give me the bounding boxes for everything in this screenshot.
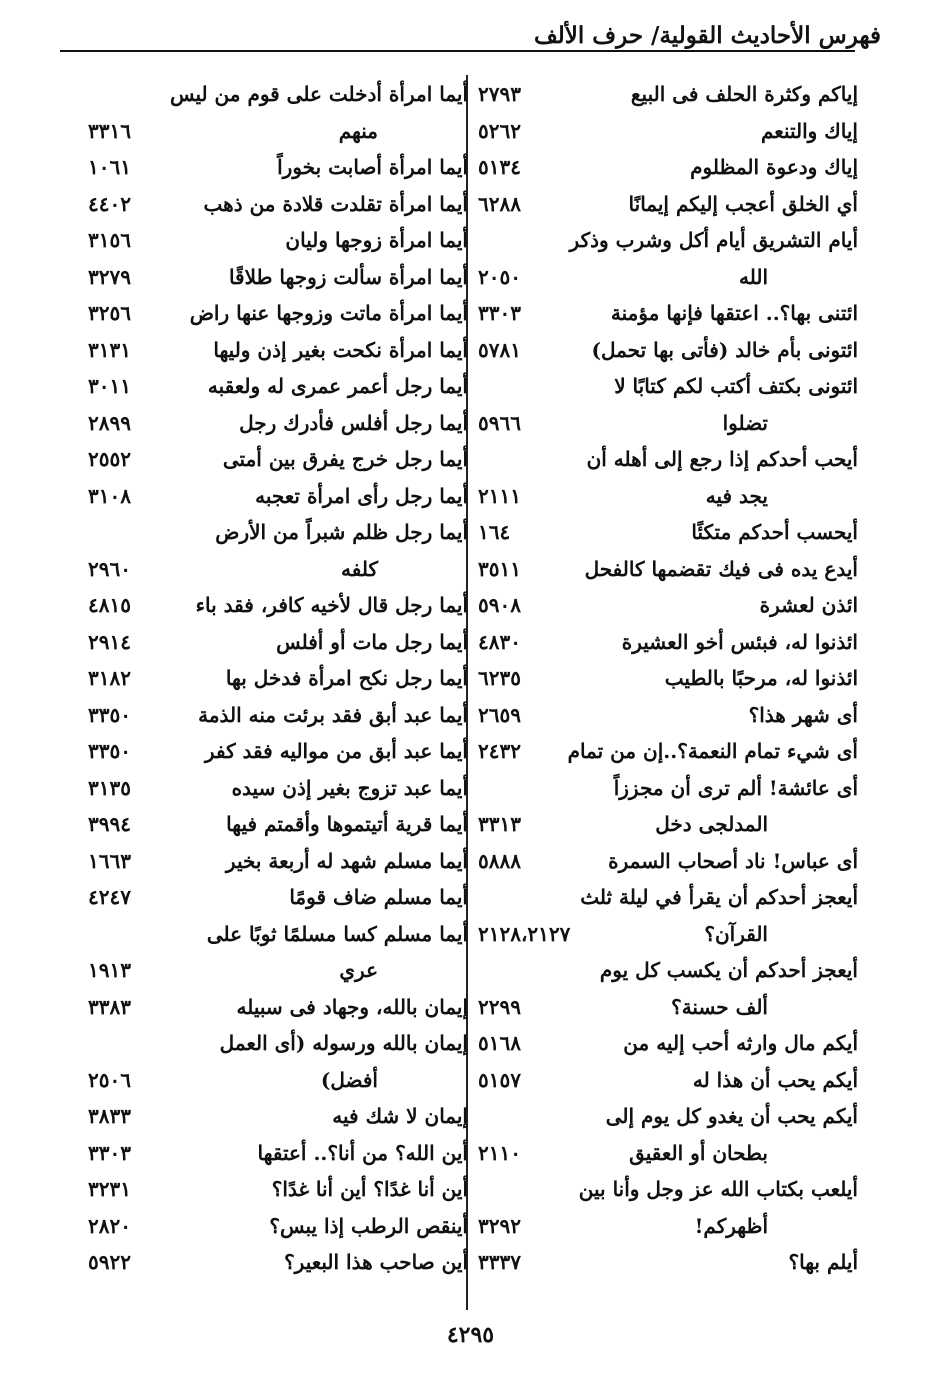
entry-text: أيما رجل ظلم شبراً من الأرض bbox=[215, 520, 468, 544]
entry-text: أيكم يحب أن يغدو كل يوم إلى bbox=[605, 1104, 858, 1128]
index-entry bbox=[478, 334, 858, 371]
index-entry bbox=[478, 553, 858, 590]
entry-number: ٣٥١١ bbox=[478, 556, 521, 581]
index-entry bbox=[478, 1137, 858, 1174]
entry-number: ٣٢٥٦ bbox=[88, 301, 131, 325]
entry-text: ائذنوا له، فبئس أخو العشيرة bbox=[621, 629, 858, 654]
index-entry bbox=[478, 516, 858, 553]
index-entry bbox=[478, 662, 858, 699]
entry-text: تضلوا bbox=[722, 410, 768, 435]
index-entry bbox=[478, 991, 858, 1028]
entry-number: ٢١٢٨،٢١٢٧ bbox=[478, 921, 571, 946]
entry-text: ائذن لعشرة bbox=[759, 593, 858, 617]
index-entry bbox=[478, 808, 858, 845]
entry-number: ٣٢٩٢ bbox=[478, 1213, 521, 1238]
index-entry bbox=[88, 407, 468, 444]
index-entry bbox=[88, 297, 468, 334]
page-header-title: فهرس الأحاديث القولية/ حرف الألف bbox=[533, 22, 881, 49]
entry-number: ٥٧٨١ bbox=[478, 337, 521, 362]
entry-number: ٢٨٩٩ bbox=[88, 410, 131, 435]
entry-text: أيكم يحب أن هذا له bbox=[692, 1067, 858, 1092]
index-entry bbox=[88, 516, 468, 553]
entry-text: أى عباس! ناد أصحاب السمرة bbox=[608, 848, 858, 873]
entry-number: ٢٥٥٢ bbox=[88, 447, 131, 471]
entry-text: أيما مسلم ضاف قومًا bbox=[289, 885, 468, 909]
index-entry bbox=[88, 1246, 468, 1283]
entry-text: ائتونى بكتف أكتب لكم كتابًا لا bbox=[614, 374, 858, 398]
index-entry bbox=[88, 261, 468, 298]
index-entry bbox=[478, 1173, 858, 1210]
entry-text: المدلجى دخل bbox=[655, 812, 768, 836]
index-entry bbox=[478, 735, 858, 772]
index-entry bbox=[478, 589, 858, 626]
index-entry bbox=[88, 370, 468, 407]
index-entry bbox=[478, 297, 858, 334]
entry-number: ٥١٥٧ bbox=[478, 1067, 521, 1092]
entry-text: الله bbox=[739, 264, 768, 289]
index-entry bbox=[88, 1173, 468, 1210]
entry-number: ٥٩٠٨ bbox=[478, 593, 521, 617]
entry-text: أى عائشة! ألم ترى أن مجززاً bbox=[613, 775, 858, 800]
entry-number: ٤٨١٥ bbox=[88, 593, 131, 617]
entry-text: إيمان بالله، وجهاد فى سبيله bbox=[236, 994, 468, 1019]
index-entry bbox=[478, 224, 858, 261]
index-entry bbox=[478, 1100, 858, 1137]
entry-number: ٣٩٩٤ bbox=[88, 812, 131, 836]
entry-number: ٣٢٣١ bbox=[88, 1177, 131, 1201]
entry-number: ٢١١٠ bbox=[478, 1140, 521, 1165]
entry-number: ٦٢٨٨ bbox=[478, 191, 521, 216]
entry-text: أيحسب أحدكم متكئًا bbox=[691, 520, 858, 544]
entry-number: ١٩١٣ bbox=[88, 958, 131, 982]
index-entry bbox=[88, 626, 468, 663]
entry-text: عري bbox=[339, 958, 378, 982]
entry-text: أى شيء تمام النعمة؟..إن من تمام bbox=[567, 739, 858, 763]
entry-text: إياكم وكثرة الحلف فى البيع bbox=[630, 82, 858, 106]
index-entry bbox=[88, 881, 468, 918]
entry-number: ٣٣٠٣ bbox=[88, 1140, 131, 1165]
entry-number: ٤٨٣٠ bbox=[478, 629, 521, 654]
entry-text: أيما رجل مات أو أفلس bbox=[276, 629, 468, 654]
index-entry bbox=[88, 151, 468, 188]
index-entry bbox=[88, 553, 468, 590]
entry-number: ٥٩٦٦ bbox=[478, 410, 521, 435]
entry-number: ٢٩١٤ bbox=[88, 629, 131, 654]
entry-text: أيعجز أحدكم أن يقرأ في ليلة ثلث bbox=[580, 885, 858, 909]
entry-text: منهم bbox=[338, 118, 378, 143]
entry-text: أيما عبد أبق فقد برئت منه الذمة bbox=[198, 702, 468, 727]
entry-text: أيما رجل نكح امرأة فدخل بها bbox=[225, 666, 468, 690]
entry-number: ٢٧٩٣ bbox=[478, 82, 521, 106]
entry-number: ٤٢٤٧ bbox=[88, 885, 131, 909]
entry-text: أى شهر هذا؟ bbox=[748, 702, 858, 727]
entry-number: ٥٨٨٨ bbox=[478, 848, 521, 873]
entry-text: إياك والتنعم bbox=[760, 118, 858, 143]
entry-number: ١٠٦١ bbox=[88, 155, 131, 179]
entry-number: ٣٢٧٩ bbox=[88, 264, 131, 289]
index-entry bbox=[88, 772, 468, 809]
index-entry bbox=[478, 407, 858, 444]
entry-number: ١٦٦٣ bbox=[88, 848, 131, 873]
index-entry bbox=[478, 1210, 858, 1247]
entry-text: ائتنى بها؟.. اعتقها فإنها مؤمنة bbox=[610, 301, 858, 325]
entry-text: أيلعب بكتاب الله عز وجل وأنا بين bbox=[578, 1177, 858, 1201]
index-entry bbox=[478, 772, 858, 809]
index-entry bbox=[88, 1027, 468, 1064]
entry-number: ٢٥٠٦ bbox=[88, 1067, 131, 1092]
entry-number: ٦٢٣٥ bbox=[478, 666, 521, 690]
entry-number: ٣١٣٥ bbox=[88, 775, 131, 800]
index-entry bbox=[478, 1027, 858, 1064]
entry-text: أيما قرية أتيتموها وأقمتم فيها bbox=[226, 812, 468, 836]
entry-text: أيما امرأة سألت زوجها طلاقًا bbox=[228, 264, 468, 289]
page-number: ٤٢٩٥ bbox=[446, 1322, 495, 1348]
index-entry bbox=[478, 881, 858, 918]
entry-text: بطحان أو العقيق bbox=[629, 1140, 768, 1165]
index-entry bbox=[478, 699, 858, 736]
entry-text: أيما مسلم كسا مسلمًا ثوبًا على bbox=[206, 921, 468, 946]
entry-number: ٣٣١٦ bbox=[88, 118, 131, 143]
index-entry bbox=[478, 1064, 858, 1101]
index-entry bbox=[478, 480, 858, 517]
entry-text: أيما مسلم شهد له أربعة بخير bbox=[225, 848, 468, 873]
index-entry bbox=[88, 954, 468, 991]
header-rule bbox=[60, 50, 855, 52]
entry-text: أيما امرأة نكحت بغير إذن وليها bbox=[213, 337, 468, 362]
index-entry bbox=[88, 845, 468, 882]
entry-number: ٣٣٥٠ bbox=[88, 702, 131, 727]
index-entry bbox=[88, 662, 468, 699]
index-entry bbox=[478, 370, 858, 407]
entry-number: ١٦٤ bbox=[478, 520, 511, 544]
index-entry bbox=[88, 480, 468, 517]
index-entry bbox=[478, 1246, 858, 1283]
entry-text: أيما رجل قال لأخيه كافر، فقد باء bbox=[195, 593, 468, 617]
entry-number: ٤٤٠٢ bbox=[88, 191, 131, 216]
entry-text: أيلم بها؟ bbox=[788, 1250, 858, 1274]
entry-number: ٢٨٢٠ bbox=[88, 1213, 131, 1238]
entry-text: أين الله؟ من أنا؟.. أعتقها bbox=[257, 1140, 468, 1165]
index-entry bbox=[478, 626, 858, 663]
index-entry bbox=[88, 808, 468, 845]
entry-text: أيما امرأة ماتت وزوجها عنها راض bbox=[189, 301, 468, 325]
index-entry bbox=[88, 1064, 468, 1101]
entry-number: ٣١٠٨ bbox=[88, 483, 131, 508]
index-entry bbox=[88, 188, 468, 225]
index-entry bbox=[88, 589, 468, 626]
entry-text: أفضل) bbox=[320, 1067, 378, 1092]
entry-text: أيما امرأة أدخلت على قوم من ليس bbox=[169, 82, 468, 106]
entry-text: إيمان بالله ورسوله (أى العمل bbox=[219, 1031, 468, 1055]
entry-number: ٢٦٥٩ bbox=[478, 702, 521, 727]
entry-text: أيام التشريق أيام أكل وشرب وذكر bbox=[569, 228, 858, 252]
entry-text: أيما رجل أفلس فأدرك رجل bbox=[239, 410, 468, 435]
index-entry bbox=[88, 115, 468, 152]
entry-number: ٣١٣١ bbox=[88, 337, 131, 362]
entry-number: ٣١٨٢ bbox=[88, 666, 131, 690]
entry-number: ٣٣٣٧ bbox=[478, 1250, 521, 1274]
index-entry bbox=[88, 224, 468, 261]
entry-number: ٣١٥٦ bbox=[88, 228, 131, 252]
index-entry bbox=[88, 443, 468, 480]
entry-text: أينقص الرطب إذا يبس؟ bbox=[269, 1213, 468, 1238]
entry-text: إيمان لا شك فيه bbox=[332, 1104, 468, 1128]
entry-number: ٣٣٠٣ bbox=[478, 301, 521, 325]
entry-text: أيما عبد أبق من مواليه فقد كفر bbox=[204, 739, 468, 763]
index-entry bbox=[478, 151, 858, 188]
entry-number: ٣٣٨٣ bbox=[88, 994, 131, 1019]
entry-number: ٥١٣٤ bbox=[478, 155, 521, 179]
entry-text: أيما امرأة أصابت بخوراً bbox=[277, 155, 468, 179]
entry-text: ائذنوا له، مرحبًا بالطيب bbox=[664, 666, 858, 690]
entry-text: أيدع يده فى فيك تقضمها كالفحل bbox=[584, 556, 858, 581]
index-entry bbox=[88, 334, 468, 371]
index-entry bbox=[88, 1210, 468, 1247]
entry-number: ٥٢٦٢ bbox=[478, 118, 521, 143]
entry-number: ٢٤٣٢ bbox=[478, 739, 521, 763]
index-entry bbox=[478, 115, 858, 152]
entry-text: إياك ودعوة المظلوم bbox=[690, 155, 858, 179]
entry-text: ائتونى بأم خالد (فأتى بها تحمل) bbox=[591, 337, 858, 362]
entry-text: أيعجز أحدكم أن يكسب كل يوم bbox=[599, 958, 858, 982]
index-entry bbox=[478, 845, 858, 882]
entry-text: أيما رجل أعمر عمرى له ولعقبه bbox=[207, 374, 468, 398]
entry-number: ٣٨٣٣ bbox=[88, 1104, 131, 1128]
entry-text: أيما امرأة زوجها وليان bbox=[285, 228, 468, 252]
entry-text: أيما عبد تزوج بغير إذن سيده bbox=[231, 775, 468, 800]
entry-text: أيما امرأة تقلدت قلادة من ذهب bbox=[203, 191, 468, 216]
index-entry bbox=[478, 261, 858, 298]
index-entry bbox=[88, 735, 468, 772]
entry-number: ٣٠١١ bbox=[88, 374, 131, 398]
entry-text: القرآن؟ bbox=[704, 921, 768, 946]
entry-number: ٥٩٢٢ bbox=[88, 1250, 131, 1274]
entry-text: كلفه bbox=[341, 556, 378, 581]
entry-text: أين أنا غدًا؟ أين أنا غدًا؟ bbox=[271, 1177, 468, 1201]
index-entry bbox=[88, 699, 468, 736]
entry-number: ٣٣٥٠ bbox=[88, 739, 131, 763]
index-entry bbox=[478, 188, 858, 225]
entry-text: يجد فيه bbox=[705, 483, 768, 508]
index-entry bbox=[478, 918, 858, 955]
entry-text: أيما رجل خرج يفرق بين أمتى bbox=[222, 447, 468, 471]
index-entry bbox=[88, 991, 468, 1028]
index-entry bbox=[88, 1137, 468, 1174]
index-entry bbox=[88, 78, 468, 115]
left-column bbox=[88, 78, 468, 1283]
entry-text: أيما رجل رأى امرأة تعجبه bbox=[255, 483, 468, 508]
entry-text: ألف حسنة؟ bbox=[671, 994, 768, 1019]
index-entry bbox=[478, 954, 858, 991]
entry-text: أيحب أحدكم إذا رجع إلى أهله أن bbox=[586, 447, 858, 471]
index-entry bbox=[478, 443, 858, 480]
index-entry bbox=[88, 1100, 468, 1137]
entry-number: ٣٣١٣ bbox=[478, 812, 521, 836]
entry-number: ٢٠٥٠ bbox=[478, 264, 521, 289]
entry-text: أين صاحب هذا البعير؟ bbox=[284, 1250, 468, 1274]
index-entry bbox=[88, 918, 468, 955]
entry-text: أظهركم! bbox=[694, 1213, 768, 1238]
entry-number: ٢١١١ bbox=[478, 483, 521, 508]
entry-text: أيكم مال وارثه أحب إليه من bbox=[623, 1031, 858, 1055]
entry-number: ٥١٦٨ bbox=[478, 1031, 521, 1055]
entry-text: أي الخلق أعجب إليكم إيمانًا bbox=[628, 191, 858, 216]
entry-number: ٢٢٩٩ bbox=[478, 994, 521, 1019]
index-entry bbox=[478, 78, 858, 115]
right-column bbox=[478, 78, 858, 1283]
entry-number: ٢٩٦٠ bbox=[88, 556, 131, 581]
